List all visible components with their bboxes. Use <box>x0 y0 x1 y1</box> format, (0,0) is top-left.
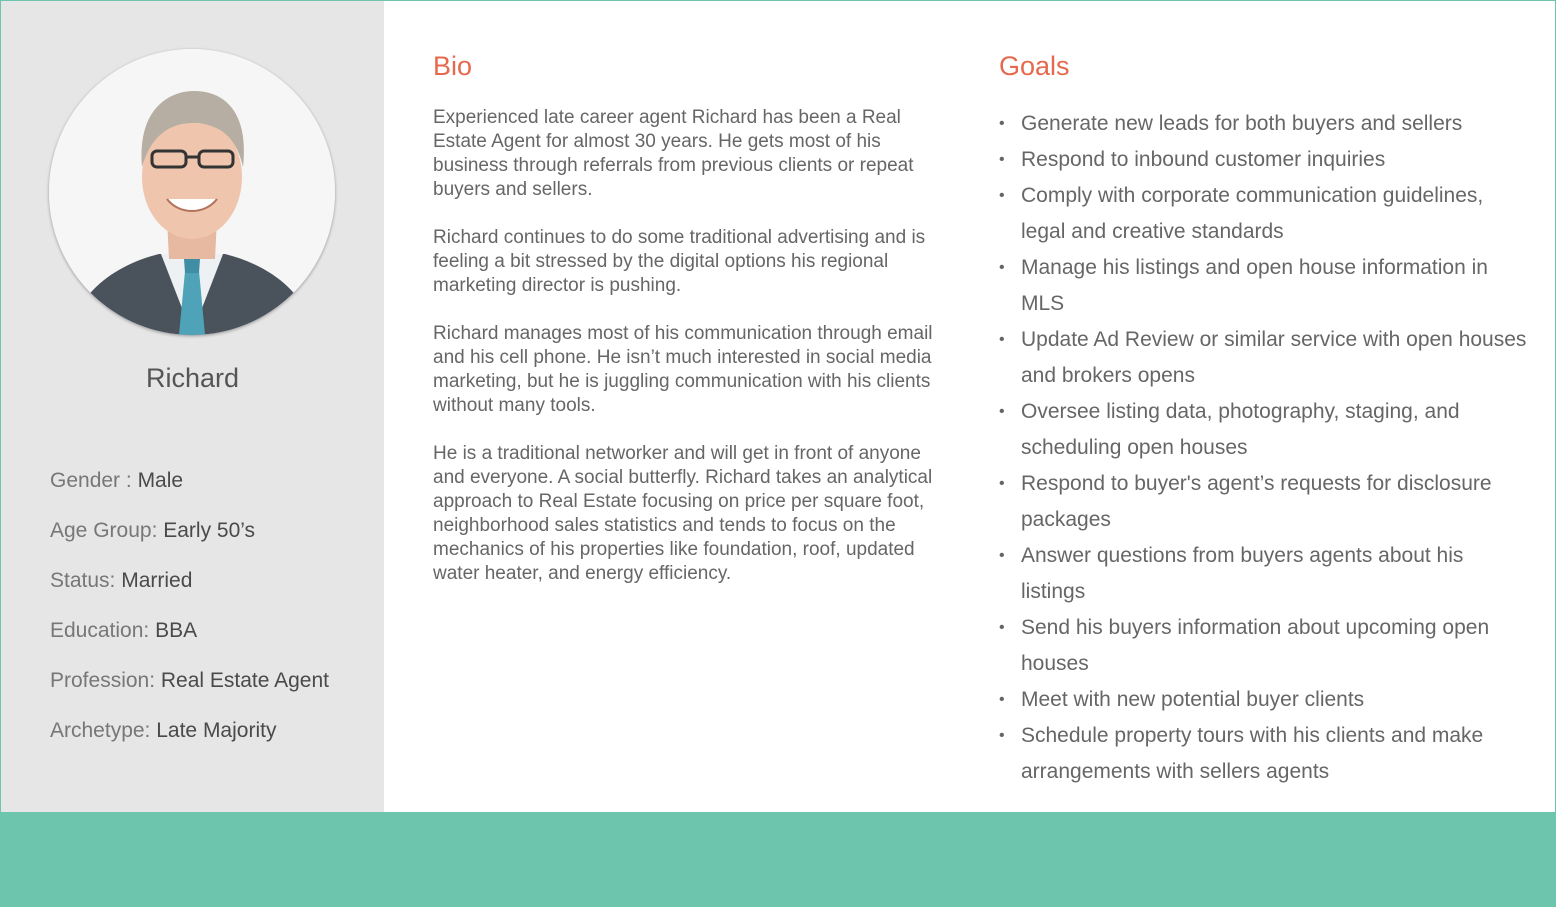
bullet-icon: • <box>999 187 1005 204</box>
attribute-age-group: Age Group: Early 50’s <box>50 519 256 542</box>
bullet-icon: • <box>999 151 1005 168</box>
goals-heading: Goals <box>999 51 1070 81</box>
portrait-illustration <box>49 49 335 335</box>
goal-item: • Oversee listing data, photography, staging, and scheduling open houses <box>999 394 1529 466</box>
goal-item: • Schedule property tours with his clients and make arrangements with sellers agents <box>999 718 1529 790</box>
footer-band <box>0 812 1556 907</box>
attribute-archetype: Archetype: Late Majority <box>50 719 277 742</box>
goal-item: • Update Ad Review or similar service with open houses and brokers opens <box>999 322 1529 394</box>
bullet-icon: • <box>999 727 1005 744</box>
goal-item: • Generate new leads for both buyers and sellers <box>999 106 1529 142</box>
profile-photo <box>49 49 335 335</box>
goal-item: • Respond to buyer's agent’s requests for disclosure packages <box>999 466 1529 538</box>
goal-item: • Comply with corporate communication guidelines, legal and creative standards <box>999 178 1529 250</box>
goal-item: • Respond to inbound customer inquiries <box>999 142 1529 178</box>
bio-paragraph: He is a traditional networker and will get in front of anyone and everyone. A social butterfly. Richard takes an analytical approach to Real Estate focusing on price per square foot, neighborhood sales statistics and tends to focus on the mechanics of his properties like foundation, roof, updated water heater, and energy efficiency. <box>433 443 933 584</box>
bullet-icon: • <box>999 115 1005 132</box>
attribute-status: Status: Married <box>50 569 193 592</box>
goal-item: • Manage his listings and open house information in MLS <box>999 250 1529 322</box>
profile-sidebar <box>1 1 384 813</box>
persona-attributes <box>50 463 329 763</box>
bullet-icon: • <box>999 259 1005 276</box>
bullet-icon: • <box>999 547 1005 564</box>
bullet-icon: • <box>999 403 1005 420</box>
attribute-education: Education: BBA <box>50 619 198 642</box>
attribute-gender: Gender : Male <box>50 469 184 492</box>
bullet-icon: • <box>999 619 1005 636</box>
bio-section <box>433 48 953 610</box>
goals-section <box>999 48 1529 790</box>
goals-list <box>999 106 1529 790</box>
attribute-profession: Profession: Real Estate Agent <box>50 669 330 692</box>
bio-paragraph: Experienced late career agent Richard has been a Real Estate Agent for almost 30 years. He gets most of his business through referrals from previous clients or repeat buyers and sellers. <box>433 107 914 200</box>
bio-heading: Bio <box>433 51 473 81</box>
persona-name: Richard <box>145 363 240 393</box>
bullet-icon: • <box>999 331 1005 348</box>
bio-paragraph: Richard continues to do some traditional advertising and is feeling a bit stressed by the digital options his regional marketing director is pushing. <box>433 227 926 296</box>
goal-item: • Send his buyers information about upcoming open houses <box>999 610 1529 682</box>
goal-item: • Meet with new potential buyer clients <box>999 682 1529 718</box>
bullet-icon: • <box>999 475 1005 492</box>
bullet-icon: • <box>999 691 1005 708</box>
goal-item: • Answer questions from buyers agents about his listings <box>999 538 1529 610</box>
bio-paragraph: Richard manages most of his communication through email and his cell phone. He isn’t much interested in social media marketing, but he is juggling communication with his clients without many tools. <box>433 323 933 416</box>
